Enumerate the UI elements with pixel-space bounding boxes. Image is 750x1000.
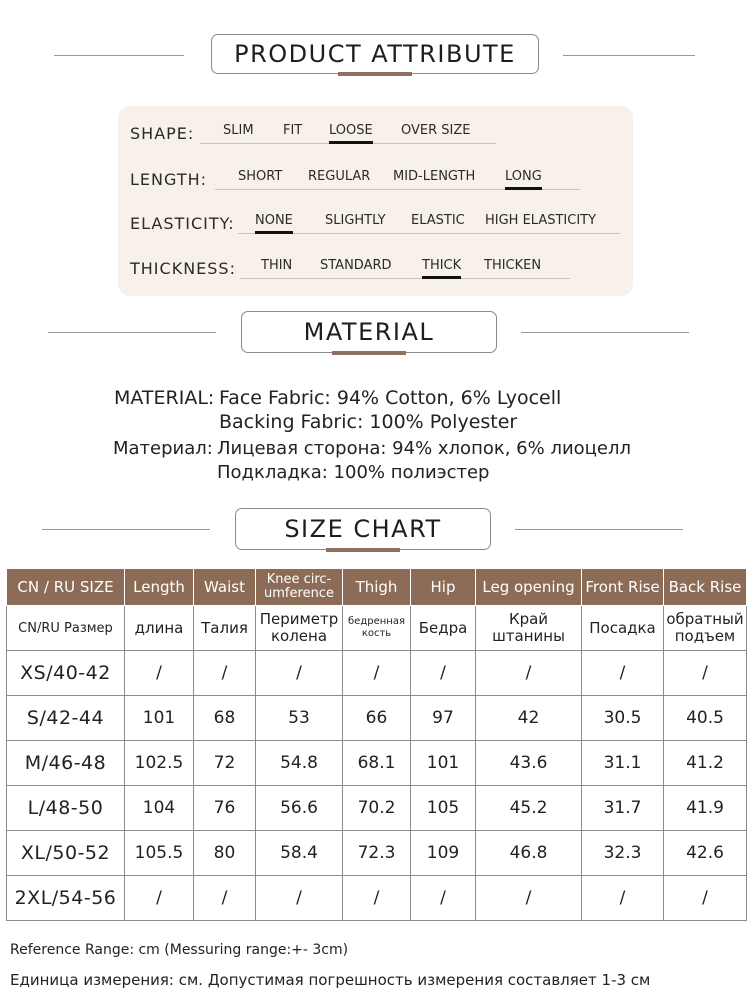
attr-option: THICKEN [484, 258, 542, 273]
table-cell: 80 [194, 831, 256, 876]
attr-label: THICKNESS: [130, 259, 236, 278]
table-cell: 68 [194, 696, 256, 741]
table-cell: 97 [411, 696, 476, 741]
attr-option: FIT [283, 123, 303, 138]
title-underbar [326, 548, 400, 552]
material-backing-fabric: Backing Fabric: 100% Polyester [219, 411, 518, 433]
table-cell: 31.7 [582, 786, 664, 831]
table-cell: 101 [411, 741, 476, 786]
table-cell: 53 [256, 696, 343, 741]
table-cell: / [582, 651, 664, 696]
header-ru-cell: Периметр колена [256, 606, 343, 651]
selected-marker [422, 276, 461, 279]
divider-left [48, 332, 216, 333]
header-ru-cell: Талия [194, 606, 256, 651]
table-cell: / [664, 876, 747, 921]
table-cell: / [476, 651, 582, 696]
attr-row-shape [118, 120, 633, 150]
size-chart-header [0, 508, 750, 552]
table-cell: 72.3 [343, 831, 411, 876]
section-title: SIZE CHART [235, 508, 491, 550]
table-cell: 76 [194, 786, 256, 831]
attr-option: ELASTIC [411, 213, 465, 228]
table-cell: 45.2 [476, 786, 582, 831]
table-cell: 105 [411, 786, 476, 831]
material-label-ru: Материал: [113, 438, 213, 459]
attr-option: MID-LENGTH [393, 169, 476, 184]
header-cell: Leg opening [476, 569, 582, 606]
attr-row-length [118, 166, 633, 196]
table-cell: / [256, 651, 343, 696]
header-cell: Hip [411, 569, 476, 606]
table-cell: 72 [194, 741, 256, 786]
divider-right [563, 55, 695, 56]
attr-option: THIN [261, 258, 293, 273]
attr-row-thickness [118, 255, 633, 285]
header-ru-cell: длина [125, 606, 194, 651]
table-cell: / [125, 876, 194, 921]
size-cell: XL/50-52 [7, 831, 125, 876]
attr-option: REGULAR [308, 169, 371, 184]
attr-option: HIGH ELASTICITY [485, 213, 597, 228]
title-underbar [338, 72, 412, 76]
table-row [7, 876, 747, 921]
attr-option-selected: NONE [255, 213, 293, 228]
divider-left [54, 55, 184, 56]
material-backing-ru: Подкладка: 100% полиэстер [217, 462, 490, 483]
attr-option-selected: THICK [422, 258, 461, 273]
table-row [7, 696, 747, 741]
table-row [7, 831, 747, 876]
table-cell: / [125, 651, 194, 696]
attr-option: STANDARD [320, 258, 392, 273]
table-cell: 66 [343, 696, 411, 741]
table-cell: 41.2 [664, 741, 747, 786]
selected-marker [255, 231, 293, 234]
table-cell: 104 [125, 786, 194, 831]
attr-option: SHORT [238, 169, 283, 184]
selected-marker [329, 141, 373, 144]
attr-row-elasticity [118, 210, 633, 240]
attr-option: SLIGHTLY [325, 213, 386, 228]
material-header [0, 311, 750, 355]
table-cell: 32.3 [582, 831, 664, 876]
header-cell: Length [125, 569, 194, 606]
attr-option: SLIM [223, 123, 254, 138]
table-cell: / [194, 876, 256, 921]
title-underbar [332, 351, 406, 355]
table-cell: / [476, 876, 582, 921]
table-header-ru-row [7, 606, 747, 651]
attr-option: OVER SIZE [401, 123, 471, 138]
table-cell: 42.6 [664, 831, 747, 876]
header-cell: Knee circ- umference [256, 569, 343, 606]
table-cell: 101 [125, 696, 194, 741]
table-cell: 56.6 [256, 786, 343, 831]
table-cell: 54.8 [256, 741, 343, 786]
size-cell: M/46-48 [7, 741, 125, 786]
table-cell: 105.5 [125, 831, 194, 876]
attr-label: ELASTICITY: [130, 214, 235, 233]
attr-option-selected: LOOSE [329, 123, 373, 138]
material-face-fabric: Face Fabric: 94% Cotton, 6% Lyocell [219, 387, 562, 409]
size-chart-table [6, 568, 747, 921]
table-cell: 42 [476, 696, 582, 741]
attr-option-selected: LONG [505, 169, 542, 184]
size-cell: L/48-50 [7, 786, 125, 831]
section-title: MATERIAL [241, 311, 497, 353]
table-cell: 68.1 [343, 741, 411, 786]
table-cell: / [343, 651, 411, 696]
table-cell: / [256, 876, 343, 921]
header-cell: CN / RU SIZE [7, 569, 125, 606]
footnote-en: Reference Range: cm (Messuring range:+- 3cm) [10, 942, 349, 958]
header-cell: Thigh [343, 569, 411, 606]
table-cell: 43.6 [476, 741, 582, 786]
attribute-panel [118, 106, 633, 296]
attr-label: SHAPE: [130, 124, 195, 143]
table-cell: 109 [411, 831, 476, 876]
table-cell: 30.5 [582, 696, 664, 741]
size-cell: S/42-44 [7, 696, 125, 741]
table-cell: / [664, 651, 747, 696]
table-cell: / [582, 876, 664, 921]
header-ru-cell: обратный подъем [664, 606, 747, 651]
header-ru-cell: Край штанины [476, 606, 582, 651]
size-cell: 2XL/54-56 [7, 876, 125, 921]
table-cell: / [343, 876, 411, 921]
product-attribute-header [0, 34, 750, 78]
divider-right [521, 332, 689, 333]
table-row [7, 741, 747, 786]
section-title: PRODUCT ATTRIBUTE [211, 34, 539, 74]
attr-label: LENGTH: [130, 170, 208, 189]
header-ru-cell: бедренная кость [343, 606, 411, 651]
table-cell: 31.1 [582, 741, 664, 786]
material-face-ru: Лицевая сторона: 94% хлопок, 6% лиоцелл [217, 438, 631, 459]
footnote-ru: Единица измерения: см. Допустимая погрешность измерения составляет 1-3 см [10, 971, 651, 989]
table-cell: 40.5 [664, 696, 747, 741]
header-cell: Back Rise [664, 569, 747, 606]
header-cell: Front Rise [582, 569, 664, 606]
table-cell: / [411, 651, 476, 696]
material-label-en: MATERIAL: [114, 387, 215, 409]
table-cell: 46.8 [476, 831, 582, 876]
table-cell: 70.2 [343, 786, 411, 831]
size-cell: XS/40-42 [7, 651, 125, 696]
table-cell: / [411, 876, 476, 921]
table-cell: 102.5 [125, 741, 194, 786]
table-row [7, 651, 747, 696]
header-cell: Waist [194, 569, 256, 606]
table-header-row [7, 569, 747, 606]
table-cell: 41.9 [664, 786, 747, 831]
divider-right [515, 529, 683, 530]
table-row [7, 786, 747, 831]
header-ru-cell: CN/RU Размер [7, 606, 125, 651]
selected-marker [505, 187, 542, 190]
header-ru-cell: Посадка [582, 606, 664, 651]
header-ru-cell: Бедра [411, 606, 476, 651]
divider-left [42, 529, 210, 530]
table-cell: 58.4 [256, 831, 343, 876]
table-cell: / [194, 651, 256, 696]
